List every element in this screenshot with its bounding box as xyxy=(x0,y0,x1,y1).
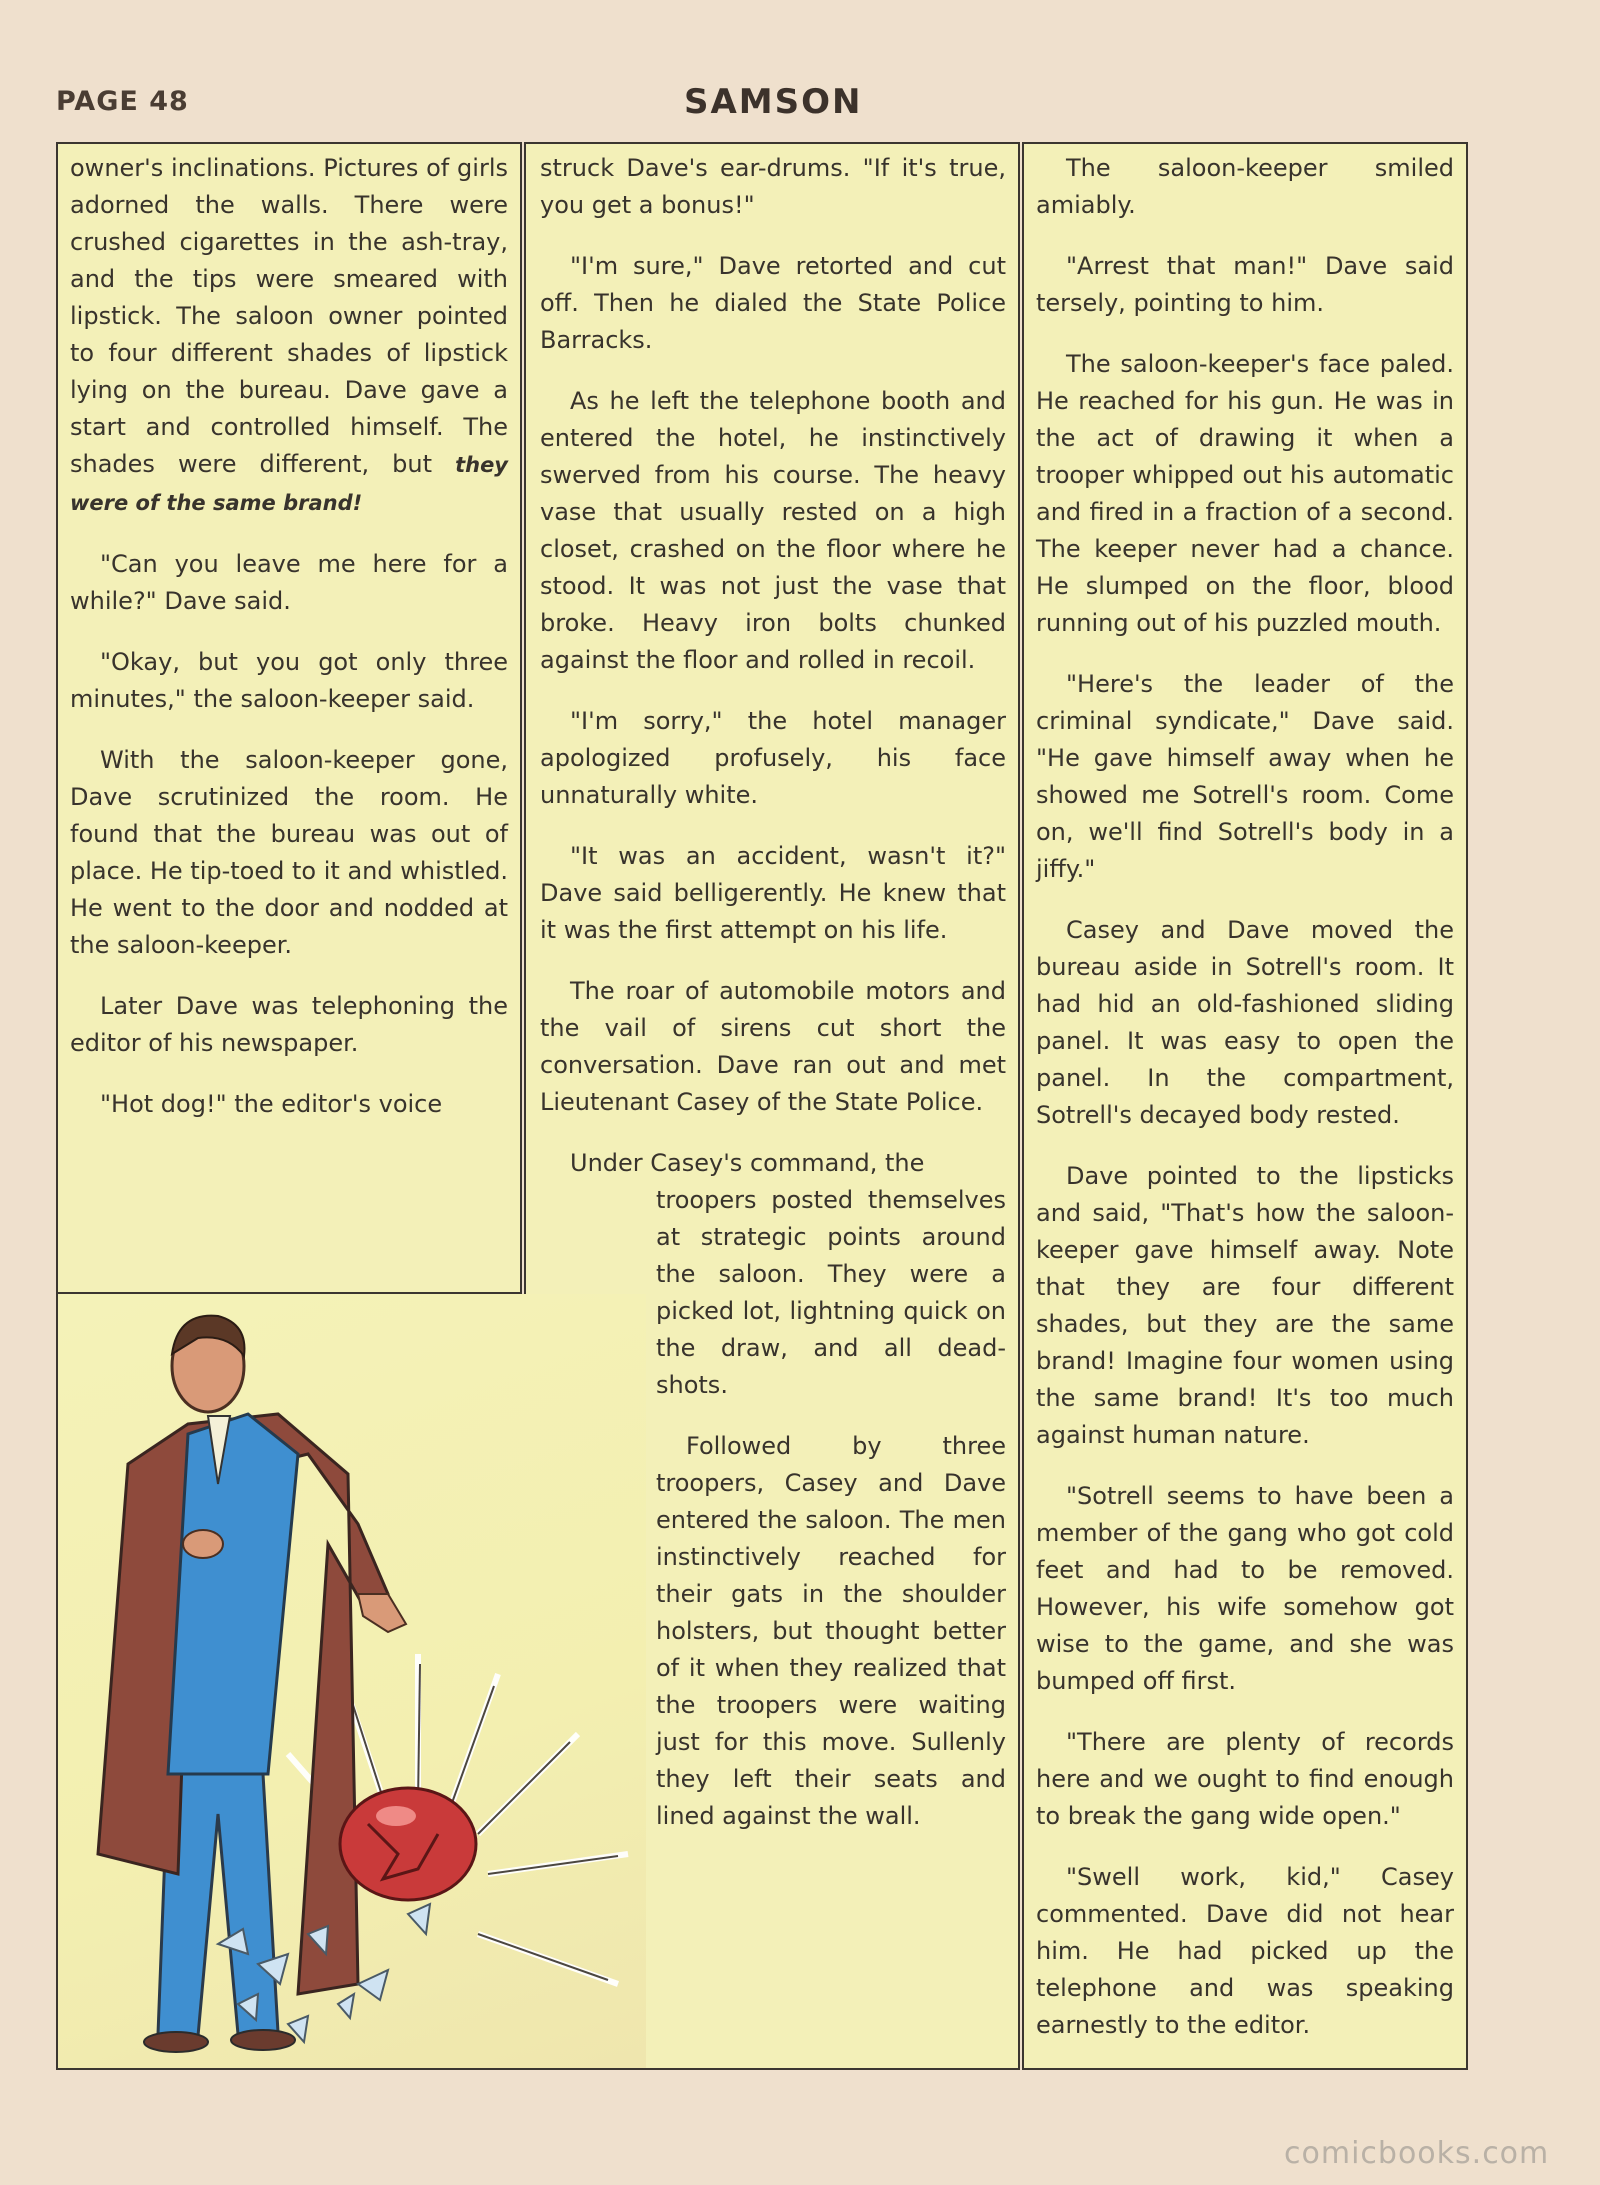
paragraph: The saloon-keeper's face paled. He reached for his gun. He was in the act of drawing it when a trooper whipped out his automatic and fired in a fraction of a second. The keeper never had a chance. He slumped on the floor, blood running out of his puzzled mouth. xyxy=(1036,350,1454,637)
paragraph: With the saloon-keeper gone, Dave scrutinized the room. He found that the bureau was out of place. He tip-toed to it and whistled. He went to the door and nodded at the saloon-keeper. xyxy=(70,746,508,959)
paragraph: "Sotrell seems to have been a member of the gang who got cold feet and had to be removed. However, his wife somehow got wise to the game, and she was bumped off first. xyxy=(1036,1482,1454,1695)
paragraph: "Hot dog!" the editor's voice xyxy=(100,1090,443,1118)
vase-highlight xyxy=(376,1806,416,1826)
man-jacket xyxy=(168,1414,298,1774)
man-hand-right xyxy=(358,1594,406,1632)
paragraph: As he left the telephone booth and entered the hotel, he instinctively swerved from his course. The heavy vase that usually rested on a high closet, crashed on the floor where he stood. It was not just the vase that broke. Heavy iron bolts chunked against the floor and rolled in recoil. xyxy=(540,387,1006,674)
text-column-3 xyxy=(1022,142,1468,2070)
man-and-broken-vase-illustration xyxy=(58,1294,646,2070)
paragraph: "Here's the leader of the criminal syndicate," Dave said. "He gave himself away when he showed me Sotrell's room. Come on, we'll find Sotrell's body in a jiffy." xyxy=(1036,670,1454,883)
paragraph: "It was an accident, wasn't it?" Dave said belligerently. He knew that it was the first attempt on his life. xyxy=(540,842,1006,944)
paragraph: "Swell work, kid," Casey commented. Dave did not hear him. He had picked up the telephone and was speaking earnestly to the editor. xyxy=(1036,1863,1454,2039)
broken-vase xyxy=(340,1788,476,1900)
paragraph: The saloon-keeper smiled amiably. xyxy=(1036,154,1454,219)
paragraph: "I'm sure," Dave retorted and cut off. Then he dialed the State Police Barracks. xyxy=(540,252,1006,354)
paragraph: Casey and Dave moved the bureau aside in Sotrell's room. It had hid an old-fashioned sliding panel. It was easy to open the panel. In the compartment, Sotrell's decayed body rested. xyxy=(1036,916,1454,1129)
paragraph: Dave pointed to the lipsticks and said, "That's how the saloon-keeper gave himself away. Note that they are four different shades, but they are the same brand! Imagine four women using the same brand! It's too much against human nature. xyxy=(1036,1162,1454,1449)
illustration-panel xyxy=(56,1294,646,2070)
paragraph xyxy=(70,150,508,522)
watermark: comicbooks.com xyxy=(1284,2136,1550,2171)
paragraph: troopers posted themselves at strategic points around the saloon. They were a picked lot, lightning quick on the draw, and all dead-shots. xyxy=(656,1186,1006,1399)
paragraph: The roar of automobile motors and the vail of sirens cut short the conversation. Dave ran out and met Lieutenant Casey of the State Police. xyxy=(540,977,1006,1116)
emphasis-text: they were of the same brand! xyxy=(70,453,508,515)
paragraph: struck Dave's ear-drums. "If it's true, you get a bonus!" xyxy=(540,154,1006,219)
page-header xyxy=(56,82,1456,126)
paragraph: "There are plenty of records here and we ought to find enough to break the gang wide open." xyxy=(1036,1728,1454,1830)
paragraph: "Arrest that man!" Dave said tersely, pointing to him. xyxy=(1036,252,1454,317)
paragraph: "Okay, but you got only three minutes," the saloon-keeper said. xyxy=(70,648,508,713)
paragraph-text: owner's inclinations. Pictures of girls adorned the walls. There were crushed cigarettes in the ash-tray, and the tips were smeared with lipstick. The saloon owner pointed to four different shades of lipstick lying on the bureau. Dave gave a start and controlled himself. The shades were different, but xyxy=(70,154,508,478)
page-number: PAGE 48 xyxy=(56,86,189,117)
right-shoe xyxy=(231,2030,295,2050)
paragraph: Under Casey's command, the xyxy=(570,1149,925,1177)
left-shoe xyxy=(144,2032,208,2052)
paragraph: Later Dave was telephoning the editor of his newspaper. xyxy=(70,992,508,1057)
man-hand-left xyxy=(183,1530,223,1558)
paragraph: "I'm sorry," the hotel manager apologized profusely, his face unnaturally white. xyxy=(540,707,1006,809)
page-title: SAMSON xyxy=(684,82,863,122)
paragraph: Followed by three troopers, Casey and Dave entered the saloon. The men instinctively reached for their gats in the shoulder holsters, but thought better of it when they realized that the troopers were waiting just for this move. Sullenly they left their seats and lined against the wall. xyxy=(656,1432,1006,1830)
paragraph: "Can you leave me here for a while?" Dave said. xyxy=(70,550,508,615)
text-column-1 xyxy=(56,142,522,1294)
